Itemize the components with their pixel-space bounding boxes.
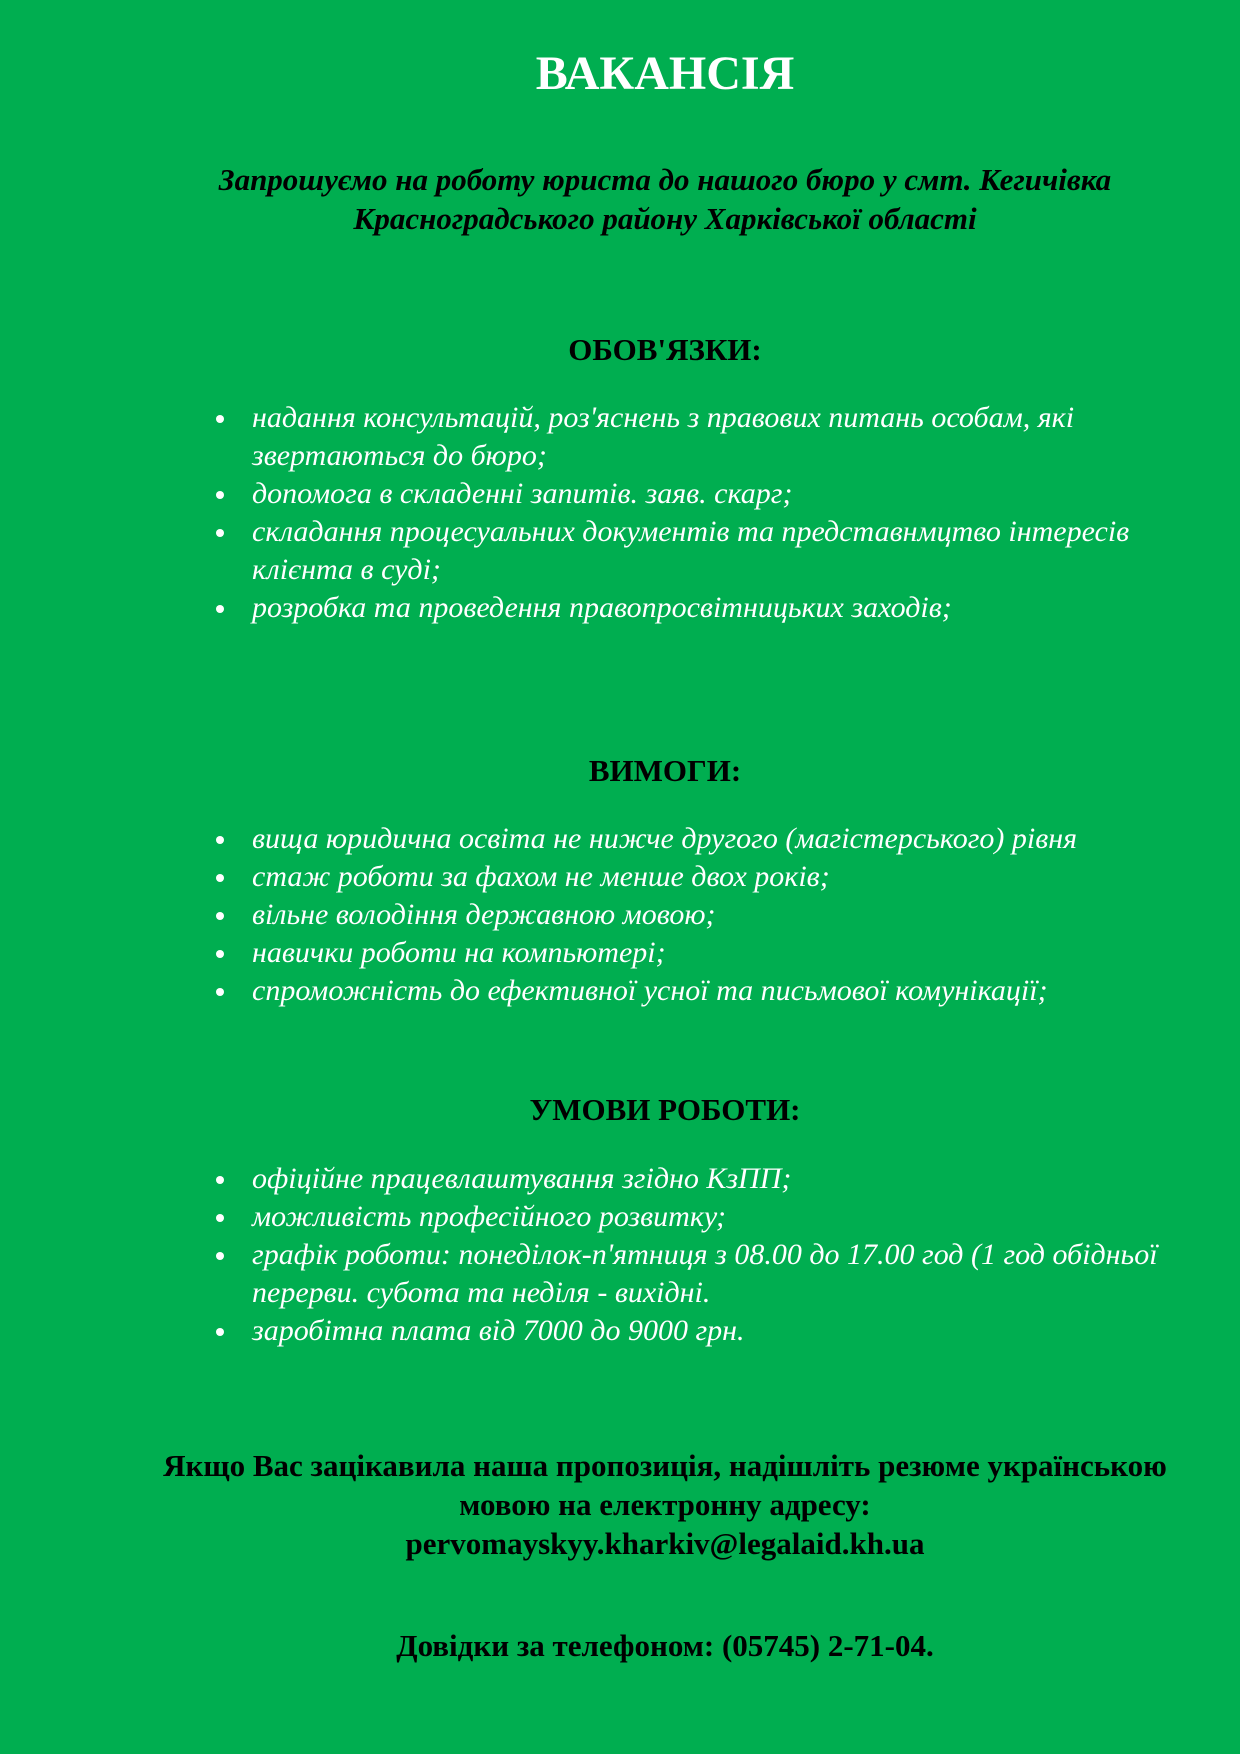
contact-info: [160, 1446, 1170, 1563]
page-title: ВАКАНСІЯ: [535, 47, 795, 100]
list-item: [208, 896, 1168, 934]
list-item-text: навички роботи на компьютері;: [252, 936, 666, 969]
list-item-text: можливість професійного розвитку;: [252, 1200, 727, 1233]
list-item: [208, 1160, 1168, 1198]
list-item-text: спроможність до ефективної усної та письмової комунікації;: [252, 974, 1048, 1007]
list-item-text: розробка та проведення правопросвітницьких заходів;: [252, 591, 952, 624]
intro-line-1: Запрошуємо на роботу юриста до нашого бюро у смт. Кегичівка: [218, 162, 1112, 197]
conditions-list: [208, 1160, 1168, 1350]
list-item: [208, 589, 1168, 627]
duties-heading: ОБОВ'ЯЗКИ:: [568, 332, 762, 367]
bullet-icon: [216, 1176, 224, 1184]
bullet-icon: [216, 988, 224, 996]
duties-list: [208, 399, 1168, 627]
list-item: [208, 1198, 1168, 1236]
list-item: [208, 513, 1168, 589]
bullet-icon: [216, 491, 224, 499]
bullet-icon: [216, 1252, 224, 1260]
bullet-icon: [216, 874, 224, 882]
bullet-icon: [216, 1328, 224, 1336]
list-item: [208, 972, 1168, 1010]
conditions-heading: УМОВИ РОБОТИ:: [529, 1092, 801, 1127]
list-item: [208, 399, 1168, 475]
list-item-text: вільне володіння державною мовою;: [252, 898, 716, 931]
bullet-icon: [216, 1214, 224, 1222]
list-item: [208, 1312, 1168, 1350]
list-item: [208, 475, 1168, 513]
list-item: [208, 1236, 1168, 1312]
list-item-text: стаж роботи за фахом не менше двох років;: [252, 860, 830, 893]
list-item: [208, 934, 1168, 972]
contact-text: Якщо Вас зацікавила наша пропозиція, надішліть резюме українською мовою на електронну адресу:: [163, 1448, 1167, 1522]
requirements-list: [208, 820, 1168, 1010]
requirements-heading: ВИМОГИ:: [588, 753, 742, 788]
list-item-text: вища юридична освіта не нижче другого (магістерського) рівня: [252, 822, 1078, 855]
bullet-icon: [216, 950, 224, 958]
list-item-text: офіційне працевлаштування згідно КзПП;: [252, 1162, 792, 1195]
list-item: [208, 820, 1168, 858]
list-item-text: надання консультацій, роз'яснень з правових питань особам, які звертаються до бюро;: [252, 401, 1075, 472]
phone-info: Довідки за телефоном: (05745) 2-71-04.: [396, 1628, 934, 1663]
list-item-text: складання процесуальних документів та представнмцтво інтересів клієнта в суді;: [252, 515, 1130, 586]
bullet-icon: [216, 415, 224, 423]
list-item: [208, 858, 1168, 896]
bullet-icon: [216, 605, 224, 613]
intro-line-2: Красноградського району Харківської області: [353, 201, 977, 236]
list-item-text: допомога в складенні запитів. заяв. скарг;: [252, 477, 793, 510]
list-item-text: заробітна плата від 7000 до 9000 грн.: [252, 1314, 745, 1347]
bullet-icon: [216, 529, 224, 537]
bullet-icon: [216, 836, 224, 844]
intro-text: [160, 160, 1170, 238]
bullet-icon: [216, 912, 224, 920]
list-item-text: графік роботи: понеділок-п'ятниця з 08.00 до 17.00 год (1 год обідньої перерви. субота та неділя - вихідні.: [252, 1238, 1158, 1309]
contact-email-link[interactable]: pervomayskyy.kharkiv@legalaid.kh.ua: [405, 1526, 925, 1561]
